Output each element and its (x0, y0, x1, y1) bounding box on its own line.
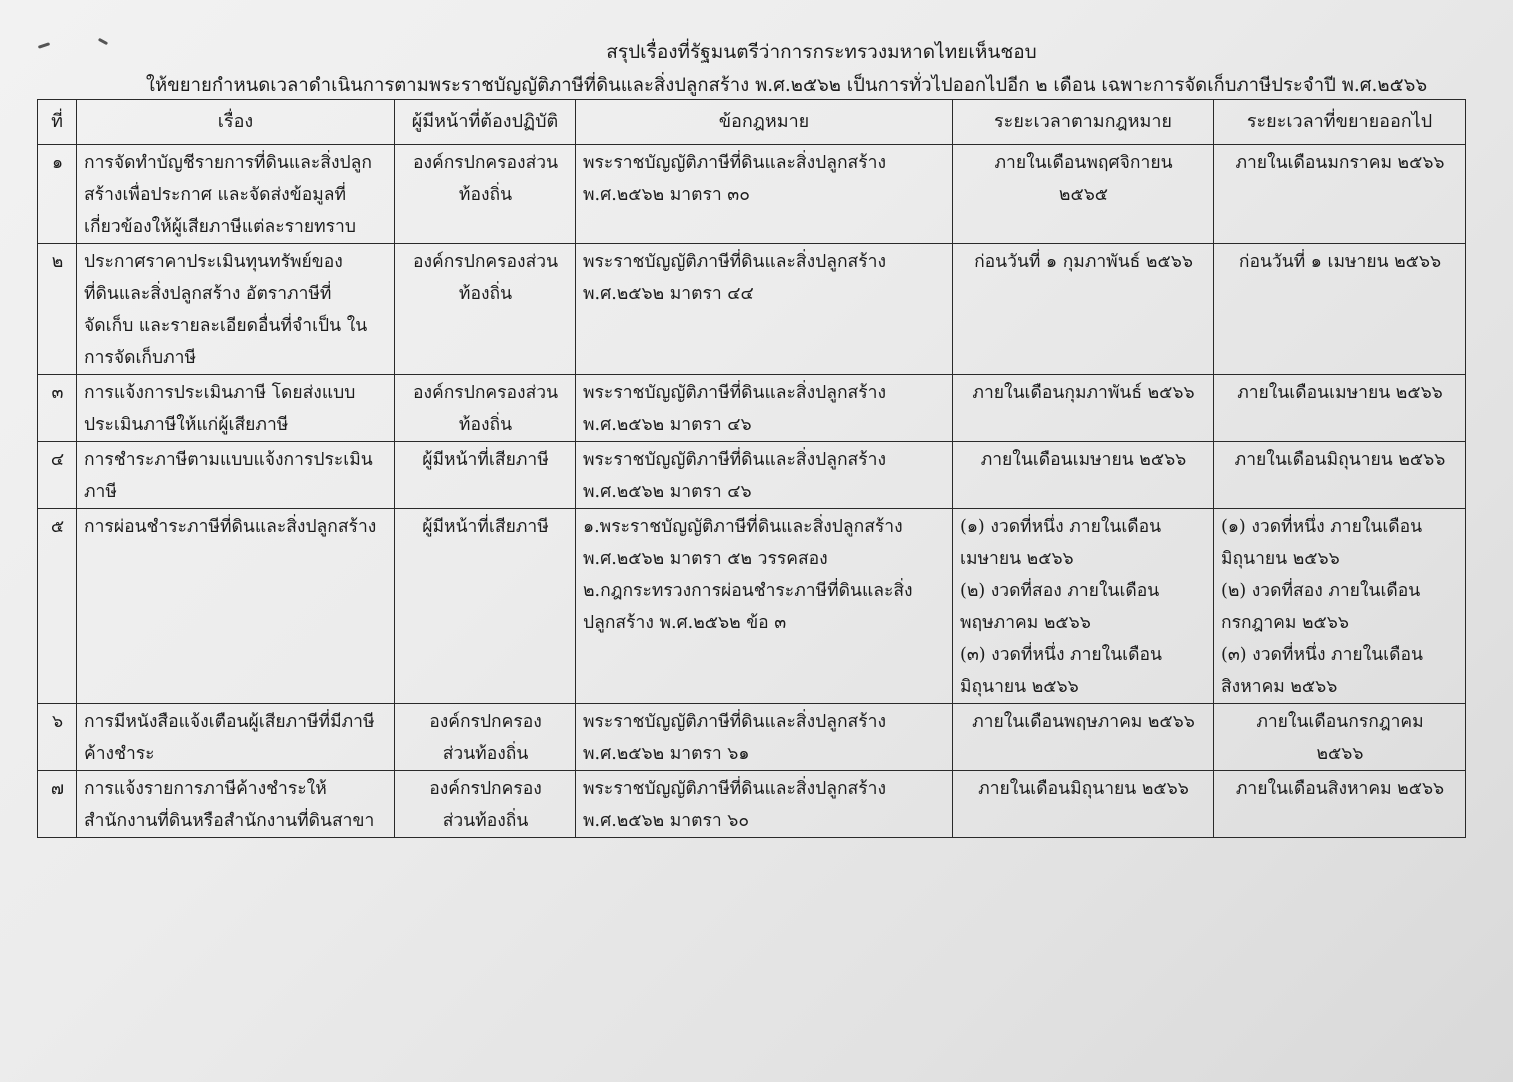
cell-subject-line: การจัดทำบัญชีรายการที่ดินและสิ่งปลูก (84, 153, 372, 173)
cell-responsible (395, 244, 576, 375)
schedule-table (37, 99, 1466, 838)
document-subtitle: ให้ขยายกำหนดเวลาดำเนินการตามพระราชบัญญัติภาษีที่ดินและสิ่งปลูกสร้าง พ.ศ.๒๕๖๒ เป็นการทั่วไปออกไปอีก ๒ เดือน เฉพาะการจัดเก็บภาษีประจำปี พ.ศ.๒๕๖๖ (145, 75, 1428, 96)
cell-subject-line: การจัดเก็บภาษี (84, 348, 197, 368)
cell-responsible (395, 145, 576, 244)
cell-responsible-line: ผู้มีหน้าที่เสียภาษี (422, 450, 549, 470)
cell-extended-period-line: ภายในเดือนสิงหาคม ๒๕๖๖ (1235, 779, 1445, 799)
cell-law-line: พระราชบัญญัติภาษีที่ดินและสิ่งปลูกสร้าง (583, 450, 887, 470)
cell-law (576, 509, 953, 704)
cell-legal-period (953, 244, 1214, 375)
cell-subject-line: การแจ้งการประเมินภาษี โดยส่งแบบ (84, 383, 356, 403)
cell-subject-line: ประกาศราคาประเมินทุนทรัพย์ของ (84, 252, 343, 272)
cell-no: ๓ (38, 375, 77, 442)
cell-subject-line: ประเมินภาษีให้แก่ผู้เสียภาษี (84, 415, 289, 435)
cell-responsible-line: ผู้มีหน้าที่เสียภาษี (422, 517, 549, 537)
cell-extended-period (1214, 244, 1466, 375)
cell-subject-line: สำนักงานที่ดินหรือสำนักงานที่ดินสาขา (84, 811, 375, 831)
table-row (38, 704, 1466, 771)
cell-law (576, 442, 953, 509)
cell-subject-line: การชำระภาษีตามแบบแจ้งการประเมิน (84, 450, 373, 470)
cell-extended-period-line: ก่อนวันที่ ๑ เมษายน ๒๕๖๖ (1238, 252, 1442, 272)
cell-legal-period (953, 375, 1214, 442)
cell-legal-period (953, 704, 1214, 771)
cell-extended-period (1214, 509, 1466, 704)
header-extended-period: ระยะเวลาที่ขยายออกไป (1214, 100, 1466, 145)
cell-responsible-line: องค์กรปกครองส่วน (412, 252, 559, 272)
cell-legal-period-line: (๒) งวดที่สอง ภายในเดือน (960, 581, 1160, 601)
header-law: ข้อกฎหมาย (576, 100, 953, 145)
cell-legal-period (953, 145, 1214, 244)
table-row (38, 375, 1466, 442)
cell-responsible-line: ท้องถิ่น (458, 415, 513, 435)
cell-legal-period-line: ภายในเดือนพฤศจิกายน (994, 153, 1173, 173)
cell-extended-period-line: ภายในเดือนเมษายน ๒๕๖๖ (1237, 383, 1443, 403)
header-responsible: ผู้มีหน้าที่ต้องปฏิบัติ (395, 100, 576, 145)
cell-extended-period (1214, 375, 1466, 442)
cell-no: ๑ (38, 145, 77, 244)
cell-no: ๗ (38, 771, 77, 838)
table-row (38, 771, 1466, 838)
cell-law-line: ๒.กฎกระทรวงการผ่อนชำระภาษีที่ดินและสิ่ง (583, 581, 913, 601)
cell-responsible (395, 509, 576, 704)
cell-law (576, 771, 953, 838)
header-subject: เรื่อง (77, 100, 395, 145)
cell-subject (77, 244, 395, 375)
cell-law (576, 145, 953, 244)
cell-extended-period-line: (๓) งวดที่หนึ่ง ภายในเดือน (1221, 645, 1424, 665)
cell-subject (77, 704, 395, 771)
document-title: สรุปเรื่องที่รัฐมนตรีว่าการกระทรวงมหาดไทยเห็นชอบ (606, 41, 1037, 63)
cell-responsible-line: องค์กรปกครองส่วน (412, 383, 559, 403)
cell-no: ๒ (38, 244, 77, 375)
cell-legal-period-line: พฤษภาคม ๒๕๖๖ (960, 613, 1091, 633)
table-row (38, 442, 1466, 509)
header-legal-period: ระยะเวลาตามกฎหมาย (953, 100, 1214, 145)
cell-no: ๔ (38, 442, 77, 509)
cell-legal-period-line: ภายในเดือนมิถุนายน ๒๕๖๖ (978, 779, 1189, 799)
header-no: ที่ (38, 100, 77, 145)
cell-extended-period-line: กรกฎาคม ๒๕๖๖ (1221, 613, 1349, 633)
cell-law (576, 704, 953, 771)
cell-legal-period-line: (๑) งวดที่หนึ่ง ภายในเดือน (960, 517, 1162, 537)
cell-legal-period-line: เมษายน ๒๕๖๖ (960, 549, 1074, 569)
cell-extended-period (1214, 704, 1466, 771)
cell-law-line: พ.ศ.๒๕๖๒ มาตรา ๔๖ (583, 482, 752, 502)
cell-responsible (395, 771, 576, 838)
cell-extended-period-line: สิงหาคม ๒๕๖๖ (1221, 677, 1338, 697)
cell-subject-line: การมีหนังสือแจ้งเตือนผู้เสียภาษีที่มีภาษี (84, 712, 375, 732)
cell-responsible (395, 375, 576, 442)
cell-extended-period (1214, 771, 1466, 838)
cell-subject (77, 375, 395, 442)
cell-subject (77, 145, 395, 244)
cell-extended-period-line: มิถุนายน ๒๕๖๖ (1221, 549, 1340, 569)
cell-law-line: ๑.พระราชบัญญัติภาษีที่ดินและสิ่งปลูกสร้าง (583, 517, 903, 537)
table-row (38, 244, 1466, 375)
cell-law-line: พ.ศ.๒๕๖๒ มาตรา ๔๔ (583, 284, 754, 304)
cell-extended-period-line: (๑) งวดที่หนึ่ง ภายในเดือน (1221, 517, 1423, 537)
cell-extended-period-line: ภายในเดือนมิถุนายน ๒๕๖๖ (1234, 450, 1446, 470)
cell-law-line: ปลูกสร้าง พ.ศ.๒๕๖๒ ข้อ ๓ (583, 613, 787, 633)
cell-legal-period (953, 509, 1214, 704)
cell-extended-period (1214, 442, 1466, 509)
cell-legal-period-line: ภายในเดือนเมษายน ๒๕๖๖ (980, 450, 1187, 470)
cell-legal-period-line: มิถุนายน ๒๕๖๖ (960, 677, 1079, 697)
cell-legal-period-line: ๒๕๖๕ (1058, 185, 1109, 205)
cell-subject-line: การแจ้งรายการภาษีค้างชำระให้ (84, 779, 327, 799)
cell-extended-period-line: ๒๕๖๖ (1316, 744, 1364, 764)
cell-extended-period-line: ภายในเดือนกรกฎาคม (1256, 712, 1424, 732)
cell-law-line: พ.ศ.๒๕๖๒ มาตรา ๓๐ (583, 185, 750, 205)
cell-subject-line: สร้างเพื่อประกาศ และจัดส่งข้อมูลที่ (84, 185, 346, 205)
cell-law-line: พ.ศ.๒๕๖๒ มาตรา ๖๐ (583, 811, 750, 831)
cell-responsible-line: องค์กรปกครอง (429, 712, 542, 732)
cell-no: ๖ (38, 704, 77, 771)
cell-law (576, 375, 953, 442)
cell-extended-period-line: (๒) งวดที่สอง ภายในเดือน (1221, 581, 1421, 601)
cell-law-line: พระราชบัญญัติภาษีที่ดินและสิ่งปลูกสร้าง (583, 712, 887, 732)
table-header-row (38, 100, 1466, 145)
cell-law-line: พ.ศ.๒๕๖๒ มาตรา ๕๒ วรรคสอง (583, 549, 828, 569)
cell-responsible-line: ท้องถิ่น (458, 185, 513, 205)
cell-subject (77, 771, 395, 838)
cell-subject-line: การผ่อนชำระภาษีที่ดินและสิ่งปลูกสร้าง (84, 517, 377, 537)
cell-responsible-line: องค์กรปกครองส่วน (412, 153, 559, 173)
cell-subject-line: ภาษี (84, 482, 117, 502)
cell-subject-line: ค้างชำระ (84, 744, 155, 764)
cell-law-line: พระราชบัญญัติภาษีที่ดินและสิ่งปลูกสร้าง (583, 779, 887, 799)
cell-legal-period-line: (๓) งวดที่หนึ่ง ภายในเดือน (960, 645, 1163, 665)
cell-law-line: พระราชบัญญัติภาษีที่ดินและสิ่งปลูกสร้าง (583, 153, 887, 173)
cell-legal-period-line: ก่อนวันที่ ๑ กุมภาพันธ์ ๒๕๖๖ (974, 252, 1193, 272)
cell-responsible-line: ส่วนท้องถิ่น (442, 744, 529, 764)
cell-subject-line: จัดเก็บ และรายละเอียดอื่นที่จำเป็น ใน (84, 316, 368, 336)
cell-responsible (395, 704, 576, 771)
cell-law-line: พ.ศ.๒๕๖๒ มาตรา ๔๖ (583, 415, 752, 435)
cell-extended-period-line: ภายในเดือนมกราคม ๒๕๖๖ (1235, 153, 1445, 173)
cell-legal-period-line: ภายในเดือนพฤษภาคม ๒๕๖๖ (972, 712, 1195, 732)
table-row (38, 145, 1466, 244)
cell-legal-period-line: ภายในเดือนกุมภาพันธ์ ๒๕๖๖ (972, 383, 1195, 403)
cell-subject (77, 509, 395, 704)
cell-extended-period (1214, 145, 1466, 244)
cell-responsible-line: ส่วนท้องถิ่น (442, 811, 529, 831)
cell-subject (77, 442, 395, 509)
cell-law (576, 244, 953, 375)
cell-law-line: พระราชบัญญัติภาษีที่ดินและสิ่งปลูกสร้าง (583, 383, 887, 403)
cell-responsible-line: องค์กรปกครอง (429, 779, 542, 799)
cell-subject-line: ที่ดินและสิ่งปลูกสร้าง อัตราภาษีที่ (84, 284, 332, 304)
cell-no: ๕ (38, 509, 77, 704)
cell-law-line: พระราชบัญญัติภาษีที่ดินและสิ่งปลูกสร้าง (583, 252, 887, 272)
cell-law-line: พ.ศ.๒๕๖๒ มาตรา ๖๑ (583, 744, 750, 764)
cell-responsible-line: ท้องถิ่น (458, 284, 513, 304)
cell-legal-period (953, 442, 1214, 509)
cell-legal-period (953, 771, 1214, 838)
cell-responsible (395, 442, 576, 509)
table-row (38, 509, 1466, 704)
cell-subject-line: เกี่ยวข้องให้ผู้เสียภาษีแต่ละรายทราบ (84, 217, 356, 237)
